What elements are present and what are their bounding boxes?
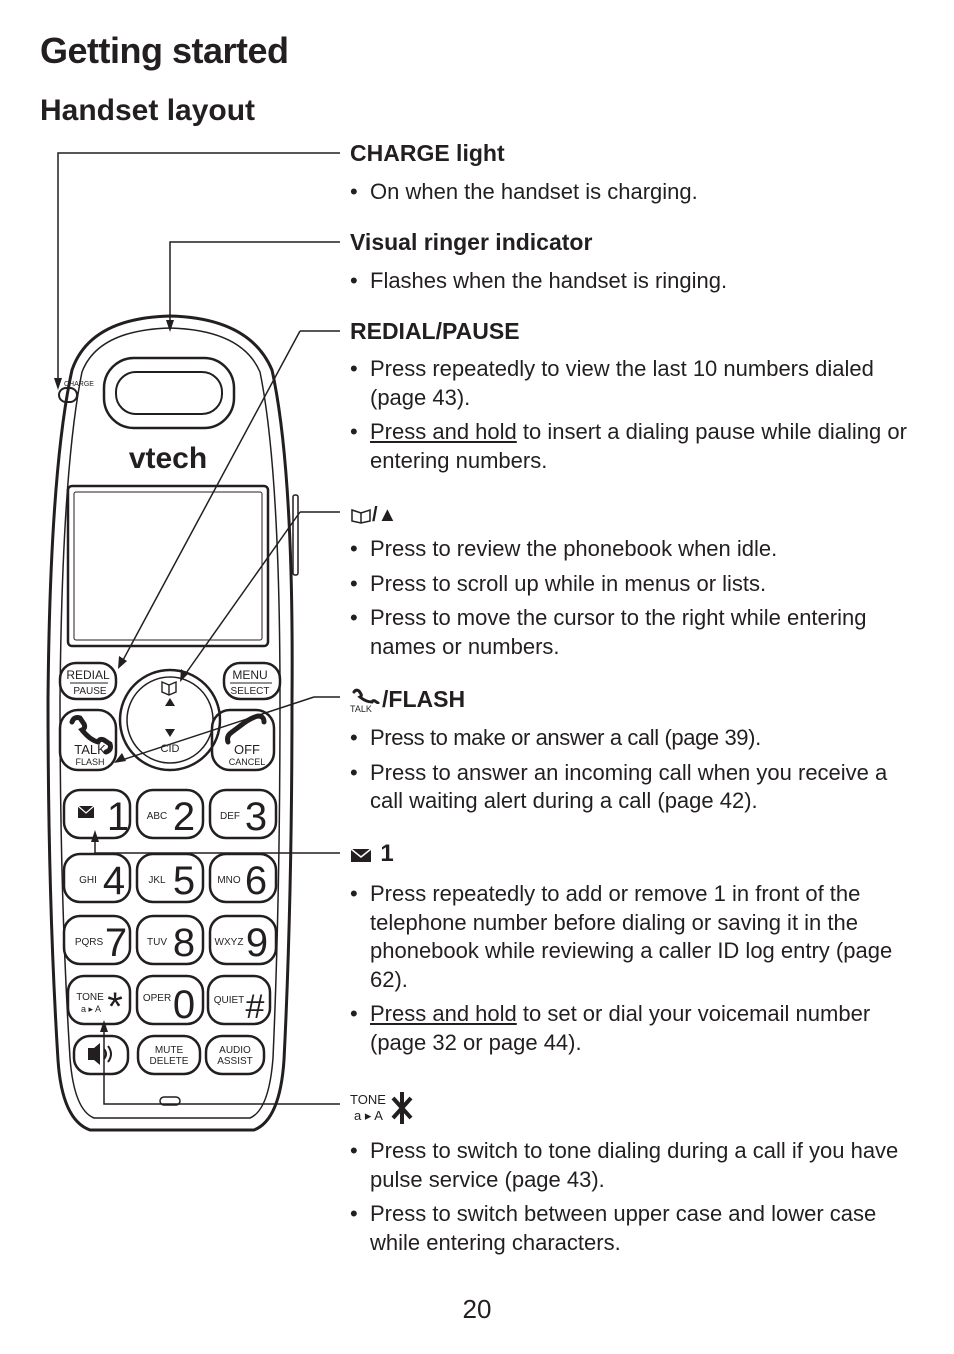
up-arrow-icon — [165, 698, 175, 706]
page-number: 20 — [462, 1294, 492, 1324]
bullet-item: • Press to switch between upper case and lower case while entering characters. — [350, 1200, 920, 1257]
key-letters: OPER — [142, 993, 172, 1004]
tone-title — [350, 1090, 420, 1130]
bullet-text: to set or dial your voicemail number (page 32 or page 44). — [370, 1001, 871, 1055]
key-letters: ABC — [146, 811, 168, 822]
key-digit: 0 — [172, 983, 196, 1027]
talk-icon-label: TALK — [350, 703, 372, 714]
mute-label: MUTE — [154, 1045, 184, 1056]
key-digit: 2 — [172, 795, 196, 839]
phonebook-title-suffix: /▲ — [372, 504, 398, 526]
section-heading: Handset layout — [40, 94, 256, 127]
star-key-icon — [390, 1090, 414, 1126]
ringer-indicator-bullets — [350, 267, 920, 302]
tone-sub-label: a ▸ A — [80, 1004, 102, 1014]
talk-title-suffix: /FLASH — [382, 686, 466, 712]
key-digit: 9 — [245, 921, 269, 965]
tone-bullets — [350, 1137, 920, 1263]
off-label: OFF — [234, 742, 260, 757]
voicemail-key-icon — [78, 806, 94, 818]
talk-icon — [350, 688, 382, 714]
bullet-item: • Press to move the cursor to the right while entering names or numbers. — [350, 604, 920, 661]
callout-lines — [58, 153, 340, 1104]
key-letters: JKL — [148, 875, 166, 886]
bullet-item: • Flashes when the handset is ringing. — [350, 267, 920, 296]
voicemail-title-suffix: 1 — [380, 840, 394, 867]
key-digit: 3 — [244, 795, 268, 839]
key-letters: MNO — [217, 875, 241, 886]
talk-handset-icon — [350, 688, 382, 704]
bullet-item: • Press to answer an incoming call when you receive a call waiting alert during a call (page 42). — [350, 759, 920, 816]
phonebook-up-title — [350, 500, 397, 527]
key-digit: * — [107, 985, 123, 1029]
press-and-hold-link: Press and hold — [370, 419, 517, 444]
bullet-item: • Press to review the phonebook when idle. — [350, 535, 920, 564]
key-digit: 5 — [172, 859, 196, 903]
speaker-icon — [88, 1043, 111, 1065]
key-letters: TONE — [76, 992, 104, 1003]
phonebook-bullets — [350, 535, 920, 667]
key-letters: DEF — [220, 811, 240, 822]
tone-icon-bottom-label: a ▸ A — [354, 1108, 383, 1123]
bullet-item — [350, 1000, 920, 1057]
bullet-item: • On when the handset is charging. — [350, 178, 920, 207]
delete-label: DELETE — [149, 1056, 189, 1067]
redial-label: REDIAL — [66, 668, 110, 682]
bullet-item: • Press to switch to tone dialing during a call if you have pulse service (page 43). — [350, 1137, 920, 1194]
redial-pause-bullets — [350, 355, 920, 481]
ringer-indicator-title: Visual ringer indicator — [350, 229, 593, 255]
charge-label: CHARGE — [64, 381, 94, 388]
bullet-item: • Press to make or answer a call (page 39). — [350, 724, 920, 753]
assist-label: ASSIST — [217, 1056, 253, 1067]
cid-label: CID — [160, 743, 180, 755]
voicemail-bullets — [350, 880, 920, 1063]
tone-icon-top-label: TONE — [350, 1092, 386, 1107]
key-digit: 1 — [106, 795, 130, 839]
cancel-label: CANCEL — [228, 757, 266, 767]
select-label: SELECT — [230, 686, 270, 697]
page-title: Getting started — [40, 30, 289, 71]
key-digit: 7 — [104, 921, 128, 965]
phonebook-icon — [162, 682, 176, 695]
talk-flash-bullets — [350, 724, 920, 822]
key-letters: WXYZ — [214, 937, 244, 948]
key-letters: TUV — [147, 937, 167, 948]
key-letters: GHI — [79, 875, 97, 886]
key-digit: # — [245, 988, 265, 1026]
audio-label: AUDIO — [219, 1045, 251, 1056]
brand-logo: vtech — [128, 442, 208, 475]
voicemail-title — [350, 840, 394, 868]
bullet-item — [350, 418, 920, 475]
down-arrow-icon — [165, 729, 175, 737]
bullet-text: to insert a dialing pause while dialing or entering numbers. — [370, 419, 907, 473]
redial-pause-title: REDIAL/PAUSE — [350, 318, 520, 344]
press-and-hold-link: Press and hold — [370, 1001, 517, 1026]
phonebook-icon — [350, 506, 372, 524]
flash-label: FLASH — [75, 757, 105, 767]
key-letters: PQRS — [74, 937, 104, 948]
menu-label: MENU — [232, 668, 268, 682]
key-digit: 6 — [244, 859, 268, 903]
bullet-item: • Press to scroll up while in menus or lists. — [350, 570, 920, 599]
charge-light-bullets — [350, 178, 920, 213]
talk-label: TALK — [74, 742, 106, 757]
charge-light-title: CHARGE light — [350, 140, 505, 166]
talk-flash-title — [350, 686, 465, 714]
key-digit: 8 — [172, 921, 196, 965]
key-letters: QUIET — [213, 995, 245, 1006]
bullet-item: • Press repeatedly to view the last 10 numbers dialed (page 43). — [350, 355, 920, 412]
pause-label: PAUSE — [73, 686, 107, 697]
bullet-item: • Press repeatedly to add or remove 1 in front of the telephone number before dialing or saving it in the phonebook while reviewing a caller ID log entry (page 62). — [350, 880, 920, 994]
voicemail-icon — [350, 846, 374, 864]
key-digit: 4 — [102, 859, 126, 903]
